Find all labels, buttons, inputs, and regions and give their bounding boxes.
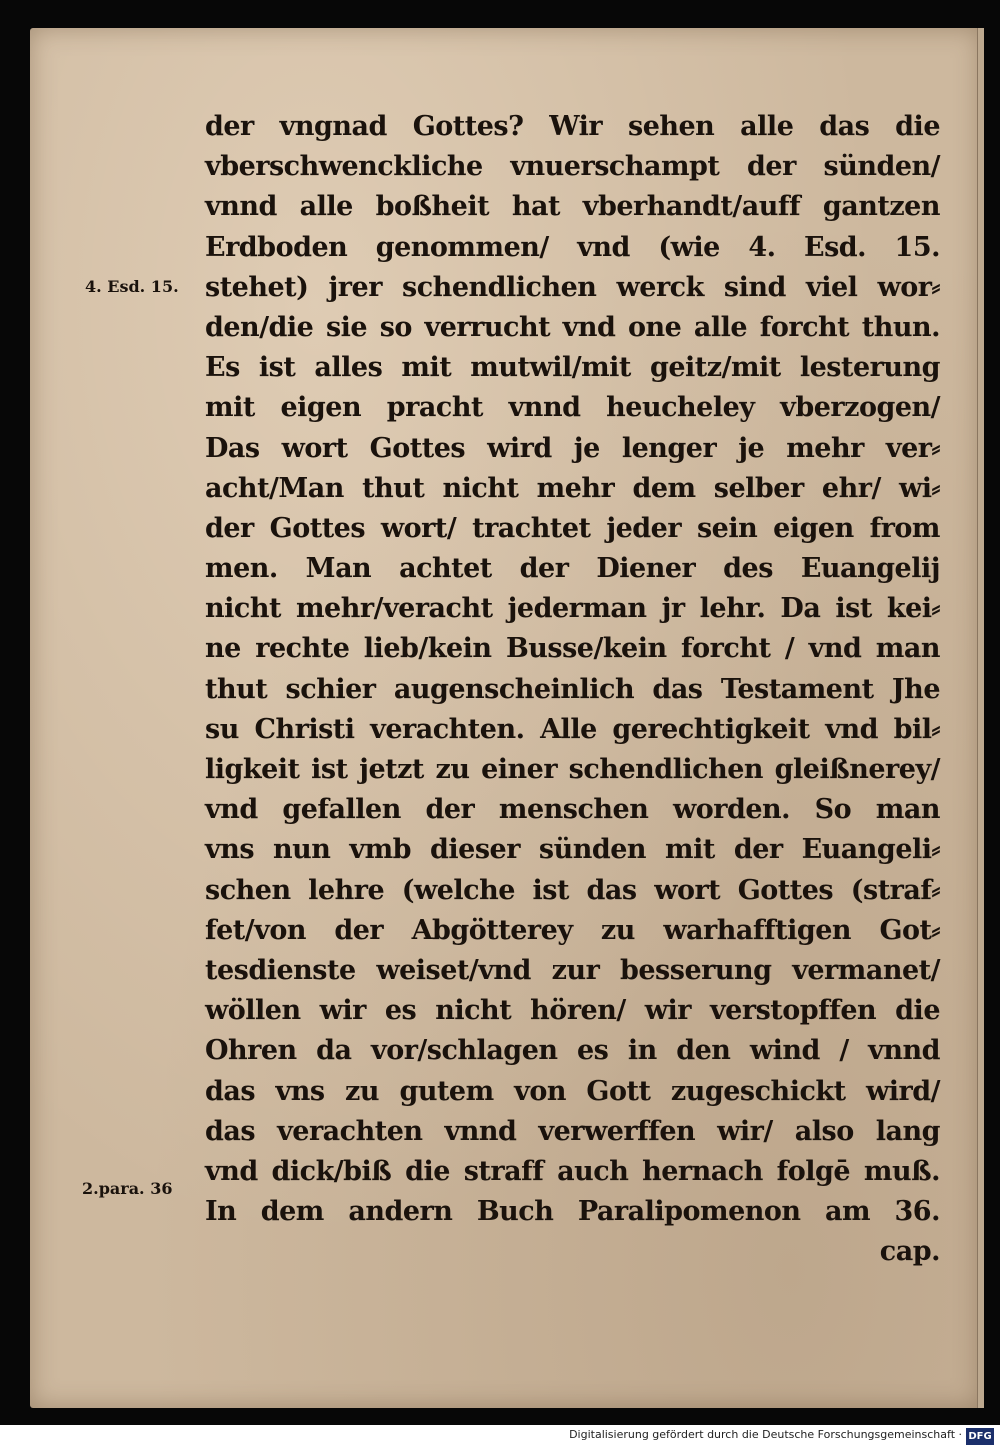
- text-line: mit eigen pracht vnnd heucheley vberzogen/: [205, 392, 940, 424]
- text-line: Das wort Gottes wird je lenger je mehr ver⸗: [205, 432, 940, 464]
- text-line: Erdboden genommen/ vnd (wie 4. Esd. 15.: [205, 231, 940, 263]
- funding-notice: Digitalisierung gefördert durch die Deutsche Forschungsgemeinschaft ·: [569, 1428, 962, 1441]
- text-line: den/die sie so verrucht vnd one alle forcht thun.: [205, 311, 940, 343]
- text-line: das verachten vnnd verwerffen wir/ also lang: [205, 1115, 940, 1147]
- text-line: men. Man achtet der Diener des Euangelij: [205, 553, 940, 585]
- footer-bar: [0, 1425, 1000, 1449]
- dfg-logo: DFG: [966, 1428, 994, 1445]
- text-line: Es ist alles mit mutwil/mit geitz/mit lesterung: [205, 352, 940, 384]
- text-line: fet/von der Abgötterey zu warhafftigen Got⸗: [205, 914, 940, 946]
- text-line: su Christi verachten. Alle gerechtigkeit vnd bil⸗: [205, 713, 940, 745]
- body-text: [205, 107, 940, 1272]
- text-line: ligkeit ist jetzt zu einer schendlichen gleißnerey/: [205, 754, 940, 785]
- text-line: tesdienste weiset/vnd zur besserung vermanet/: [205, 954, 940, 986]
- page-edge: [977, 28, 984, 1408]
- margin-note-paralipomenon: 2.para. 36: [82, 1179, 173, 1198]
- text-line: das vns zu gutem von Gott zugeschickt wird/: [205, 1075, 940, 1107]
- text-line: stehet) jrer schendlichen werck sind viel wor⸗: [205, 271, 940, 303]
- text-line: vnd dick/biß die straff auch hernach folgē muß.: [205, 1155, 940, 1187]
- text-line: nicht mehr/veracht jederman jr lehr. Da ist kei⸗: [205, 593, 940, 625]
- text-line: Ohren da vor/schlagen es in den wind / vnnd: [205, 1035, 940, 1067]
- text-line: ne rechte lieb/kein Busse/kein forcht / vnd man: [205, 633, 940, 665]
- catchword: cap.: [879, 1236, 940, 1268]
- text-line: acht/Man thut nicht mehr dem selber ehr/ wi⸗: [205, 472, 940, 504]
- text-line: vberschwenckliche vnuerschampt der sünden/: [205, 151, 940, 183]
- text-line: der Gottes wort/ trachtet jeder sein eigen from: [205, 512, 940, 544]
- text-line: vns nun vmb dieser sünden mit der Euangeli⸗: [205, 834, 940, 866]
- text-line: thut schier augenscheinlich das Testament Jhe: [205, 673, 940, 705]
- margin-note-esdras: 4. Esd. 15.: [85, 277, 179, 296]
- text-line: der vngnad Gottes? Wir sehen alle das die: [205, 111, 940, 142]
- text-line: In dem andern Buch Paralipomenon am 36.: [205, 1196, 940, 1228]
- text-line: wöllen wir es nicht hören/ wir verstopffen die: [205, 995, 940, 1027]
- text-line: schen lehre (welche ist das wort Gottes (straf⸗: [205, 874, 940, 906]
- text-line: vnd gefallen der menschen worden. So man: [205, 794, 940, 826]
- text-line: vnnd alle boßheit hat vberhandt/auff gantzen: [205, 191, 940, 223]
